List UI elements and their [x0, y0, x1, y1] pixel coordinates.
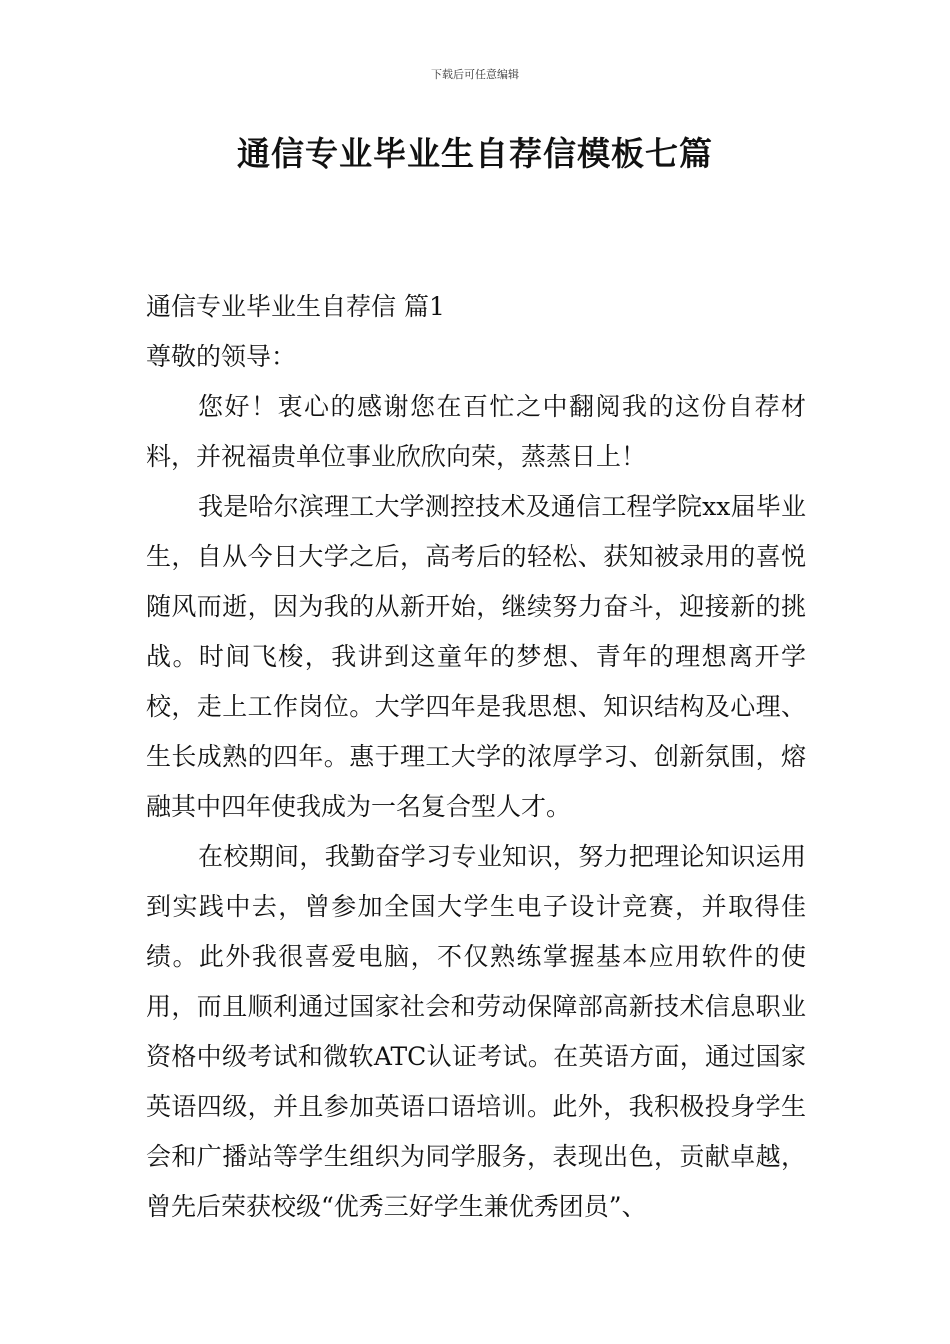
- body-paragraph: 我是哈尔滨理工大学测控技术及通信工程学院xx届毕业生，自从今日大学之后，高考后的轻松、获知被录用的喜悦随风而逝，因为我的从新开始，继续努力奋斗，迎接新的挑战。时间飞梭，我讲到这童年的梦想、青年的理想离开学校，走上工作岗位。大学四年是我思想、知识结构及心理、生长成熟的四年。惠于理工大学的浓厚学习、创新氛围，熔融其中四年使我成为一名复合型人才。: [146, 492, 806, 821]
- document-title: 通信专业毕业生自荐信模板七篇: [237, 134, 713, 173]
- section-heading: 通信专业毕业生自荐信 篇1: [146, 292, 445, 321]
- body-paragraph: 您好！衷心的感谢您在百忙之中翻阅我的这份自荐材料，并祝福贵单位事业欣欣向荣，蒸蒸日上！: [146, 392, 806, 471]
- header-note: 下载后可任意编辑: [431, 68, 519, 81]
- salutation: 尊敬的领导：: [146, 342, 297, 371]
- document-body: [146, 282, 806, 1232]
- body-paragraph: 在校期间，我勤奋学习专业知识，努力把理论知识运用到实践中去，曾参加全国大学生电子设计竞赛，并取得佳绩。此外我很喜爱电脑，不仅熟练掌握基本应用软件的使用，而且顺利通过国家社会和劳动保障部高新技术信息职业资格中级考试和微软ATC认证考试。在英语方面，通过国家英语四级，并且参加英语口语培训。此外，我积极投身学生会和广播站等学生组织为同学服务，表现出色，贡献卓越，曾先后荣获校级“优秀三好学生兼优秀团员”、: [146, 842, 806, 1221]
